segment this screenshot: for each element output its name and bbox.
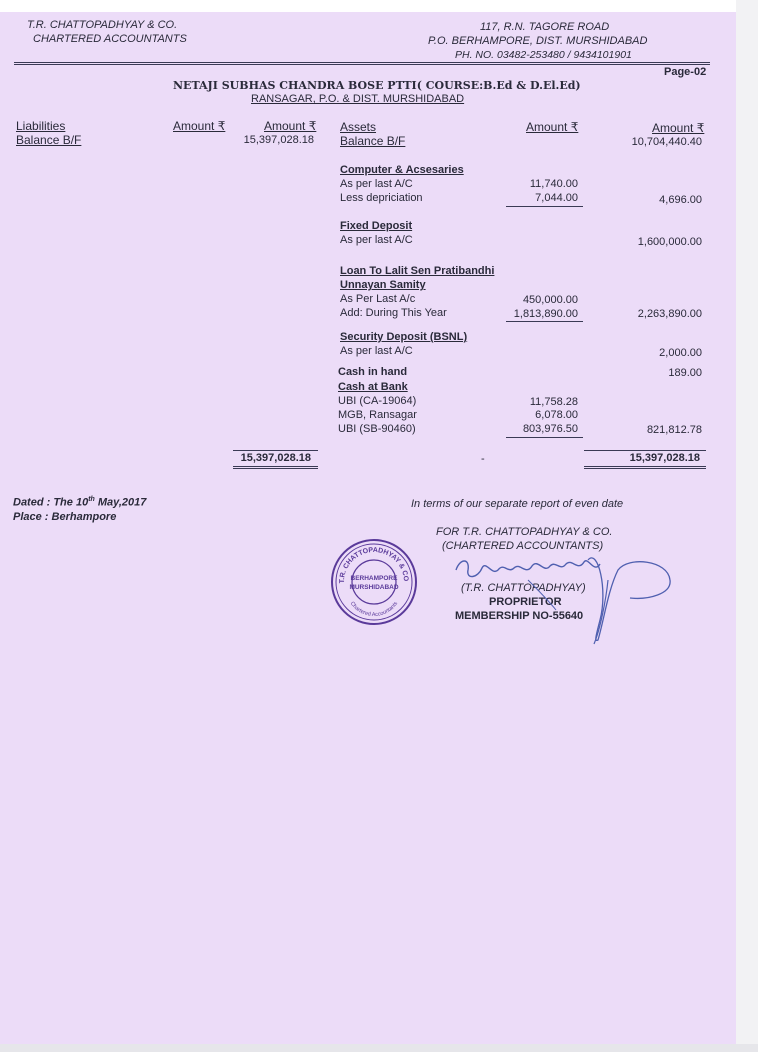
asset-total: 15,397,028.18 xyxy=(629,452,700,464)
liab-total: 15,397,028.18 xyxy=(240,452,311,464)
computer-row2-label: Less depriciation xyxy=(340,192,423,204)
stamp-center-2: MURSHIDABAD xyxy=(349,584,399,591)
header-rule-1 xyxy=(14,62,710,63)
phone-number: PH. NO. 03482-253480 / 9434101901 xyxy=(455,49,632,61)
liab-total-rule-1 xyxy=(233,466,318,467)
liab-bf-amount: 15,397,028.18 xyxy=(243,134,314,146)
fd-net: 1,600,000.00 xyxy=(637,236,702,248)
computer-row1-label: As per last A/C xyxy=(340,178,413,190)
security-net: 2,000.00 xyxy=(659,347,702,359)
bank-heading: Cash at Bank xyxy=(338,381,408,393)
liab-bf-label: Balance B/F xyxy=(16,133,82,147)
col-amount-3: Amount ₹ xyxy=(526,120,579,134)
for-firm: FOR T.R. CHATTOPADHYAY & CO. xyxy=(436,526,613,538)
liab-total-top-rule xyxy=(233,450,318,451)
stamp-center-1: BERHAMPORE xyxy=(350,575,398,582)
signatory-name: (T.R. CHATTOPADHYAY) xyxy=(461,582,586,594)
address-line-2: P.O. BERHAMPORE, DIST. MURSHIDABAD xyxy=(428,35,648,47)
col-amount-4: Amount ₹ xyxy=(652,121,705,135)
loan-row1-amount: 450,000.00 xyxy=(522,294,578,306)
loan-heading-1: Loan To Lalit Sen Pratibandhi xyxy=(340,265,495,277)
computer-row2-amount: 7,044.00 xyxy=(535,192,578,204)
document-title: NETAJI SUBHAS CHANDRA BOSE PTTI( COURSE:B.Ed & D.El.Ed) xyxy=(173,79,581,92)
dated-suffix: May,2017 xyxy=(94,496,147,509)
loan-row2-amount: 1,813,890.00 xyxy=(513,308,578,320)
liab-total-rule-2 xyxy=(233,468,318,469)
bank-row-1-label: UBI (CA-19064) xyxy=(338,395,417,407)
computer-row1-amount: 11,740.00 xyxy=(529,178,578,190)
security-row1-label: As per last A/C xyxy=(340,345,413,357)
cash-amount: 189.00 xyxy=(668,367,702,379)
scan-bottom-margin xyxy=(0,1044,758,1052)
bank-row-1-amount: 11,758.28 xyxy=(529,396,578,408)
for-firm-sub: (CHARTERED ACCOUNTANTS) xyxy=(442,540,604,552)
computer-net: 4,696.00 xyxy=(659,194,702,206)
col-amount-1: Amount ₹ xyxy=(173,119,226,133)
document-subtitle: RANSAGAR, P.O. & DIST. MURSHIDABAD xyxy=(251,93,465,105)
computer-heading: Computer & Acsesaries xyxy=(340,164,464,176)
firm-name: T.R. CHATTOPADHYAY & CO. xyxy=(27,19,178,31)
membership-number: MEMBERSHIP NO-55640 xyxy=(455,610,584,622)
dated-prefix: Dated : The 10 xyxy=(13,496,89,509)
asset-total-top-rule xyxy=(584,450,706,451)
bank-row-2-label: MGB, Ransagar xyxy=(338,409,417,421)
asset-total-rule-1 xyxy=(584,466,706,467)
address-line-1: 117, R.N. TAGORE ROAD xyxy=(480,21,610,33)
header-rule-2 xyxy=(14,64,710,65)
loan-net: 2,263,890.00 xyxy=(637,308,702,320)
report-note: In terms of our separate report of even date xyxy=(411,498,624,510)
cash-label: Cash in hand xyxy=(338,366,408,378)
loan-row2-label: Add: During This Year xyxy=(340,307,447,319)
stamp-bottom-text: Chartered Accountants xyxy=(348,600,400,619)
firm-subtitle: CHARTERED ACCOUNTANTS xyxy=(33,33,187,45)
firm-seal-stamp xyxy=(330,538,418,626)
col-amount-2: Amount ₹ xyxy=(264,119,317,133)
bank-row-2-amount: 6,078.00 xyxy=(535,409,578,421)
loan-subtotal-rule xyxy=(506,321,583,322)
total-dash: - xyxy=(481,453,485,465)
bank-subtotal-rule xyxy=(506,437,583,438)
asset-total-rule-2 xyxy=(584,468,706,469)
loan-heading-2: Unnayan Samity xyxy=(340,279,426,291)
stamp-ring-text: T.R. CHATTOPADHYAY & CO xyxy=(338,546,410,584)
fd-row1-label: As per last A/C xyxy=(340,234,413,246)
bank-net: 821,812.78 xyxy=(646,424,702,436)
page-number: Page-02 xyxy=(664,66,707,78)
col-liabilities: Liabilities xyxy=(16,119,66,133)
scan-right-margin xyxy=(736,0,758,1052)
computer-subtotal-rule xyxy=(506,206,583,207)
signatory-role: PROPRIETOR xyxy=(489,596,562,608)
col-assets: Assets xyxy=(340,120,377,134)
bank-row-3-label: UBI (SB-90460) xyxy=(338,423,416,435)
place-line: Place : Berhampore xyxy=(13,511,117,523)
asset-bf-amount: 10,704,440.40 xyxy=(631,136,702,148)
handwritten-signature xyxy=(448,550,673,645)
asset-bf-label: Balance B/F xyxy=(340,134,406,148)
bank-row-3-amount: 803,976.50 xyxy=(522,423,578,435)
fd-heading: Fixed Deposit xyxy=(340,220,413,232)
dated-line xyxy=(13,496,146,509)
dated-sup: th xyxy=(88,496,95,503)
loan-row1-label: As Per Last A/c xyxy=(340,293,416,305)
security-heading: Security Deposit (BSNL) xyxy=(340,331,468,343)
